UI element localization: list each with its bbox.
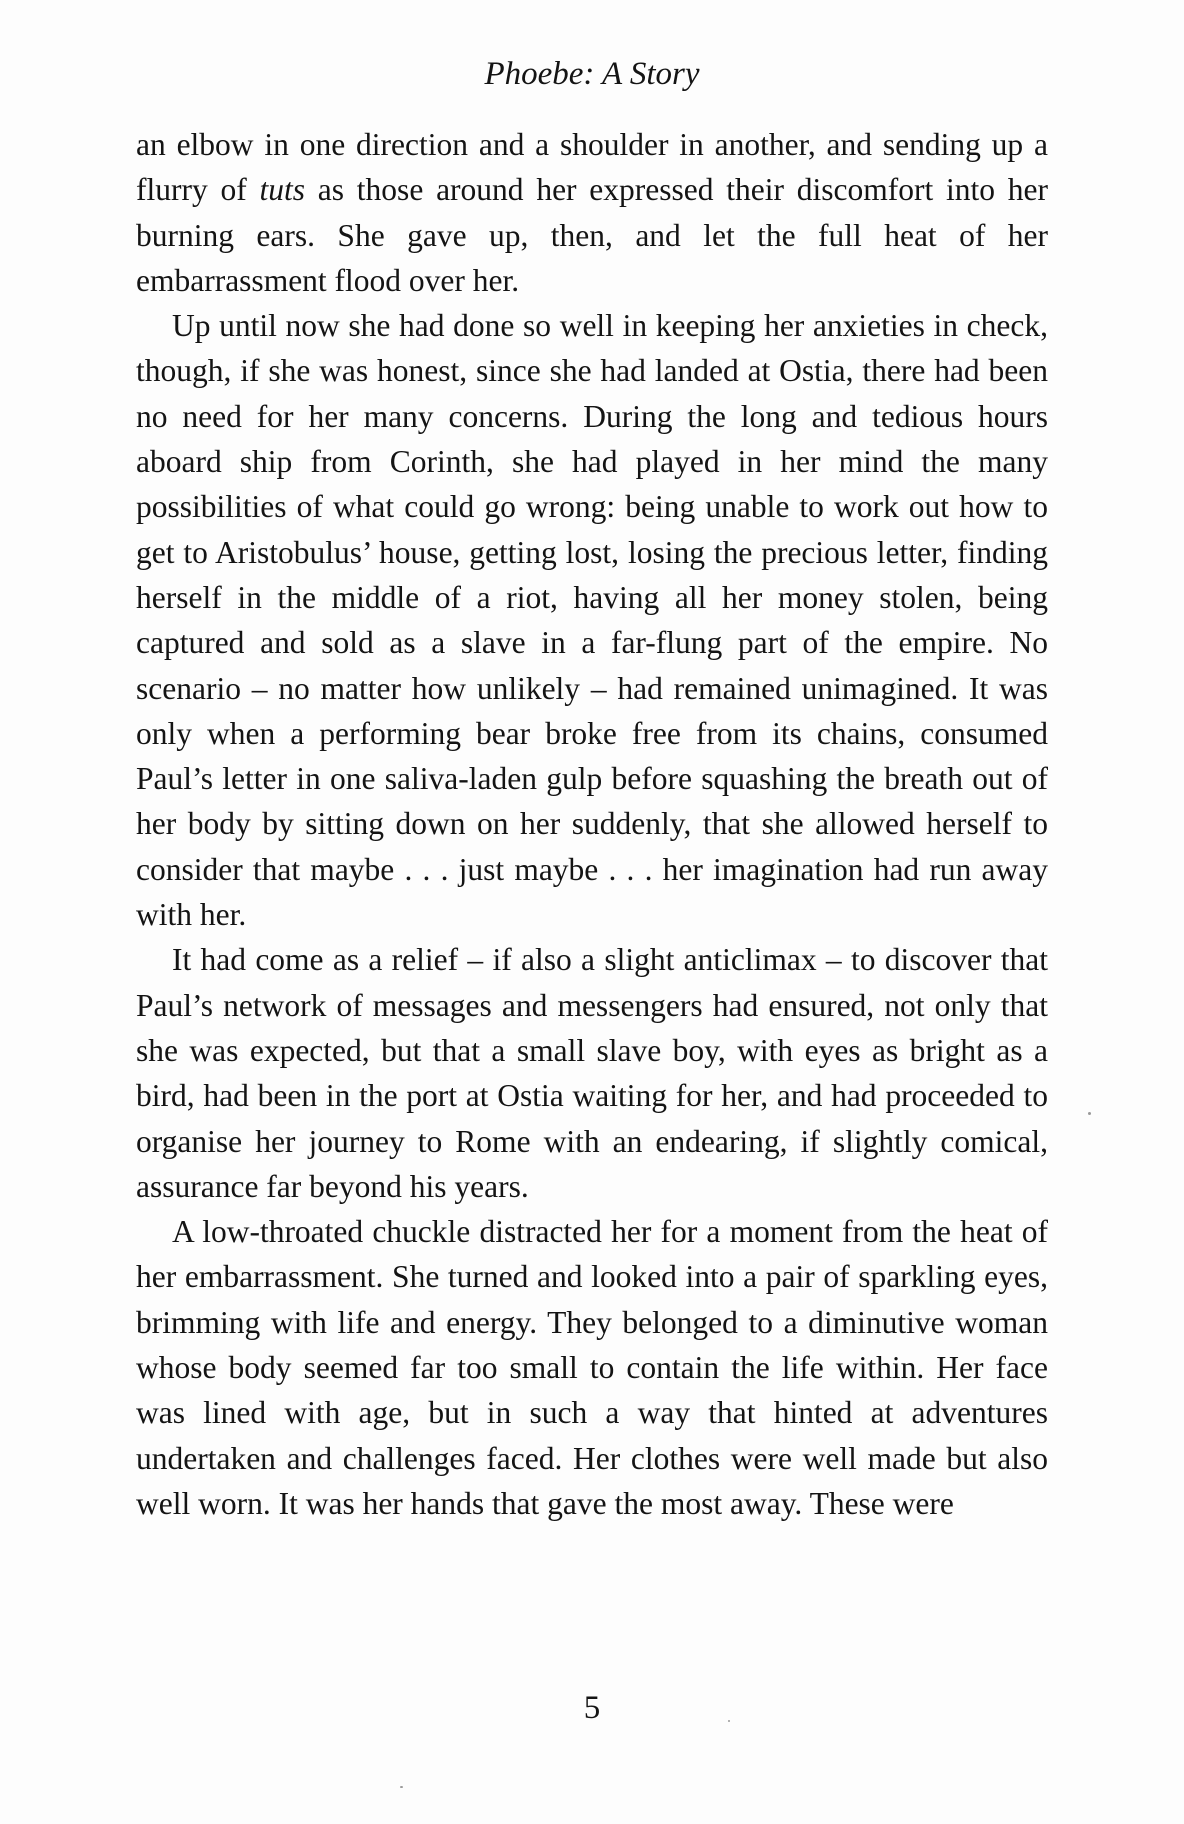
- print-speck: [400, 1786, 403, 1788]
- paragraph-text: Up until now she had done so well in keeping her anxieties in check, though, if she was honest, since she had landed at Ostia, there had been no need for her many concerns. During the long and tedious hours aboard ship from Corinth, she had played in her mind the many possibilities of what could go wrong: being unable to work out how to get to Aristobulus’ house, getting lost, losing the precious letter, finding herself in the middle of a riot, having all her money stolen, being captured and sold as a slave in a far-flung part of the empire. No scenario – no matter how unlikely – had remained unimagined. It was only when a performing bear broke free from its chains, consumed Paul’s letter in one saliva-laden gulp before squashing the breath out of her body by sitting down on her suddenly, that she allowed herself to consider that maybe . . . just maybe . . . her imagination had run away with her.: [136, 308, 1048, 933]
- emphasis-text: tuts: [259, 172, 306, 208]
- print-speck: [1088, 1112, 1091, 1115]
- paragraph-4: [136, 1209, 1048, 1526]
- print-speck: [728, 1720, 730, 1722]
- body-text: [136, 122, 1048, 1526]
- page-number: 5: [583, 1690, 601, 1726]
- running-head: Phoebe: A Story: [484, 56, 700, 92]
- paragraph-2: [136, 303, 1048, 937]
- paragraph-text: A low-throated chuckle distracted her for a moment from the heat of her embarrassment. She turned and looked into a pair of sparkling eyes, brimming with life and energy. They belonged to a diminutive woman whose body seemed far too small to contain the life within. Her face was lined with age, but in such a way that hinted at adventures undertaken and challenges faced. Her clothes were well made but also well worn. It was her hands that gave the most away. These were: [136, 1214, 1048, 1521]
- paragraph-1: [136, 122, 1048, 303]
- paragraph-text: It had come as a relief – if also a slight anticlimax – to discover that Paul’s network of messages and messengers had ensured, not only that she was expected, but that a small slave boy, with eyes as bright as a bird, had been in the port at Ostia waiting for her, and had proceeded to organise her journey to Rome with an endearing, if slightly comical, assurance far beyond his years.: [136, 942, 1048, 1204]
- paragraph-text: as those around her expressed their discomfort into her burning ears. She gave up, then, and let the full heat of her embarrassment flood over her.: [136, 172, 1049, 298]
- paragraph-3: [136, 937, 1048, 1209]
- paragraph-text: an elbow in one direction and a shoulder in another, and sending up a flurry of: [136, 127, 1048, 208]
